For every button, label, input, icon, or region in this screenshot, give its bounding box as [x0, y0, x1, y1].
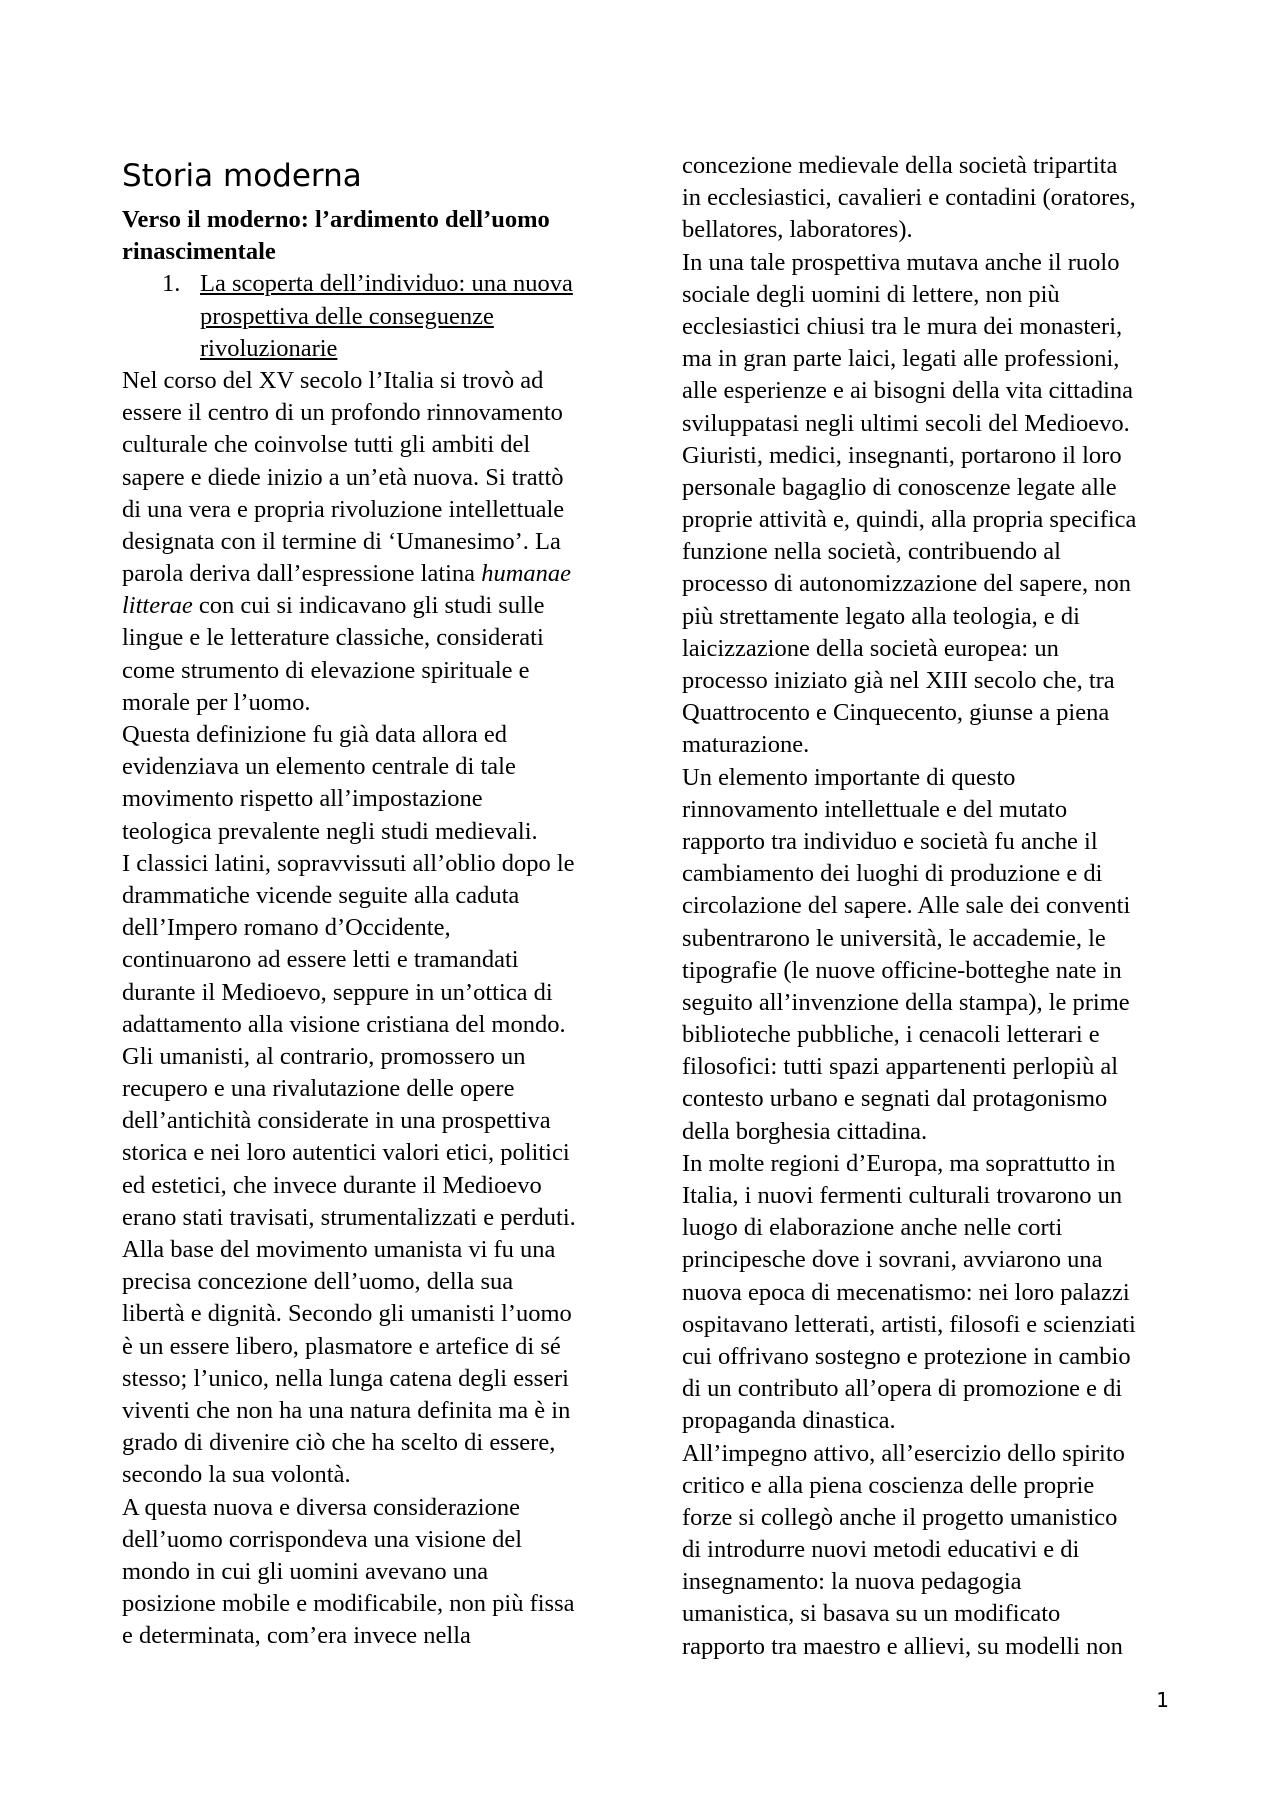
body-text-line: All’impegno attivo, all’esercizio dello spirito [682, 1439, 1125, 1467]
body-text-line: teologica prevalente negli studi medievali. [122, 817, 538, 845]
body-text-line: essere il centro di un profondo rinnovamento [122, 399, 563, 427]
body-text-line: personale bagaglio di conoscenze legate alle [682, 473, 1117, 501]
body-text-line: Un elemento importante di questo [682, 763, 1016, 791]
body-text-line: della borghesia cittadina. [682, 1117, 928, 1145]
body-text-line: funzione nella società, contribuendo al [682, 538, 1061, 566]
subtitle-line: Verso il moderno: l’ardimento dell’uomo [122, 206, 550, 233]
body-text-line: recupero e una rivalutazione delle opere [122, 1075, 515, 1103]
body-text-line: subentrarono le università, le accademie, le [682, 924, 1106, 952]
body-text-line [122, 590, 612, 622]
body-text-line: stesso; l’unico, nella lunga catena degli esseri [122, 1364, 569, 1392]
body-text-line: e determinata, com’era invece nella [122, 1622, 471, 1650]
page-title: Storia moderna [122, 158, 362, 194]
body-text-line: critico e alla piena coscienza delle proprie [682, 1471, 1095, 1499]
body-text-line: lingue e le letterature classiche, considerati [122, 624, 544, 652]
body-text-line: storica e nei loro autentici valori etici, politici [122, 1139, 570, 1167]
body-text-line: Questa definizione fu già data allora ed [122, 721, 508, 748]
page-number: 1 [1156, 1688, 1169, 1712]
body-text-line: designata con il termine di ‘Umanesimo’. La [122, 527, 561, 555]
body-text-line: concezione medievale della società tripartita [682, 152, 1118, 179]
list-heading-line: rivoluzionarie [200, 334, 338, 362]
body-text-line: drammatiche vicende seguite alla caduta [122, 881, 520, 909]
body-text-line: Alla base del movimento umanista vi fu una [122, 1236, 556, 1263]
body-text-line: grado di divenire ciò che ha scelto di essere, [122, 1429, 556, 1457]
body-text-line: continuarono ad essere letti e tramandati [122, 946, 519, 974]
body-text-line: principesche dove i sovrani, avviarono una [682, 1246, 1103, 1274]
body-text-line: evidenziava un elemento centrale di tale [122, 753, 516, 781]
body-text-line: insegnamento: la nuova pedagogia [682, 1568, 1022, 1596]
list-heading-line: La scoperta dell’individuo: una nuova [200, 270, 573, 298]
body-text-line: alle esperienze e ai bisogni della vita cittadina [682, 377, 1134, 405]
body-text-line: In molte regioni d’Europa, ma soprattutto in [682, 1149, 1116, 1177]
body-text-line: biblioteche pubbliche, i cenacoli letterari e [682, 1021, 1100, 1049]
body-text-line: ma in gran parte laici, legati alle professioni, [682, 345, 1120, 373]
body-text-line: circolazione del sapere. Alle sale dei conventi [682, 892, 1131, 920]
body-text-line: di introdurre nuovi metodi educativi e di [682, 1536, 1080, 1564]
body-text-line: dell’Impero romano d’Occidente, [122, 914, 451, 942]
body-text-line: In una tale prospettiva mutava anche il ruolo [682, 248, 1120, 276]
body-text-line: ed estetici, che invece durante il Medioevo [122, 1171, 542, 1199]
body-text-line: in ecclesiastici, cavalieri e contadini (oratores, [682, 184, 1136, 212]
body-text-line: sapere e diede inizio a un’età nuova. Si trattò [122, 463, 564, 491]
section-subtitle [122, 204, 612, 268]
body-text-line: sviluppatasi negli ultimi secoli del Medioevo. [682, 409, 1130, 437]
body-text-line: adattamento alla visione cristiana del mondo. [122, 1010, 566, 1038]
body-text-line: nuova epoca di mecenatismo: nei loro palazzi [682, 1278, 1130, 1306]
body-text-fragment: con cui si indicavano gli studi sulle [192, 592, 545, 620]
body-text-line: Italia, i nuovi fermenti culturali trovarono un [682, 1182, 1123, 1209]
body-text-line: luogo di elaborazione anche nelle corti [682, 1214, 1063, 1242]
body-text-line: tipografie (le nuove officine-botteghe nate in [682, 956, 1122, 984]
body-text-line: contesto urbano e segnati dal protagonismo [682, 1085, 1108, 1113]
body-text-line: erano stati travisati, strumentalizzati e perduti. [122, 1203, 576, 1231]
body-text-line: mondo in cui gli uomini avevano una [122, 1557, 489, 1585]
body-text-line: bellatores, laboratores). [682, 216, 913, 244]
body-text-line: dell’antichità considerate in una prospettiva [122, 1107, 551, 1135]
body-text-line: processo di autonomizzazione del sapere, non [682, 570, 1132, 598]
body-text-line: filosofici: tutti spazi appartenenti perlopiù al [682, 1053, 1119, 1081]
list-heading-line: prospettiva delle conseguenze [200, 302, 494, 330]
body-text-line: di una vera e propria rivoluzione intellettuale [122, 495, 565, 523]
body-text-line: proprie attività e, quindi, alla propria specifica [682, 506, 1137, 534]
body-text-line: come strumento di elevazione spirituale e [122, 656, 530, 684]
body-text-line: forze si collegò anche il progetto umanistico [682, 1503, 1118, 1531]
body-text-line: viventi che non ha una natura definita ma è in [122, 1396, 571, 1424]
body-text-line [122, 558, 612, 590]
italic-term: litterae [122, 592, 193, 620]
body-text-line: cambiamento dei luoghi di produzione e di [682, 860, 1103, 888]
body-text-line: libertà e dignità. Secondo gli umanisti l’uomo [122, 1300, 572, 1328]
numbered-heading [122, 268, 612, 365]
left-column [122, 150, 612, 1652]
body-text-line: di un contributo all’opera di promozione e di [682, 1375, 1123, 1403]
body-text-line: morale per l’uomo. [122, 688, 311, 716]
body-text-line: più strettamente legato alla teologia, e di [682, 602, 1080, 630]
body-text-line: dell’uomo corrispondeva una visione del [122, 1525, 523, 1553]
body-text-line: posizione mobile e modificabile, non più fissa [122, 1590, 575, 1618]
body-text-line: secondo la sua volontà. [122, 1461, 351, 1489]
subtitle-line: rinascimentale [122, 238, 276, 266]
body-text-fragment: parola deriva dall’espressione latina [122, 560, 482, 588]
body-text-line: rapporto tra individuo e società fu anche il [682, 827, 1098, 855]
body-text-line: umanistica, si basava su un modificato [682, 1600, 1061, 1628]
body-text-line: ecclesiastici chiusi tra le mura dei monasteri, [682, 312, 1123, 340]
body-text-line: propaganda dinastica. [682, 1407, 896, 1435]
body-text-line: Giuristi, medici, insegnanti, portarono il loro [682, 441, 1122, 469]
italic-term: humanae [481, 560, 572, 588]
body-text-line: Nel corso del XV secolo l’Italia si trovò ad [122, 366, 544, 394]
body-text-line: I classici latini, sopravvissuti all’oblio dopo le [122, 849, 575, 877]
body-text-line: processo iniziato già nel XIII secolo che, tra [682, 667, 1115, 694]
body-text-line: Quattrocento e Cinquecento, giunse a piena [682, 699, 1110, 727]
body-text-line: movimento rispetto all’impostazione [122, 785, 483, 813]
body-text-line: è un essere libero, plasmatore e artefice di sé [122, 1332, 561, 1360]
right-column [682, 150, 1172, 1663]
body-text-line: seguito all’invenzione della stampa), le prime [682, 988, 1130, 1016]
body-text-line: precisa concezione dell’uomo, della sua [122, 1268, 514, 1296]
body-text-line: rinnovamento intellettuale e del mutato [682, 795, 1068, 823]
body-text-line: A questa nuova e diversa considerazione [122, 1493, 520, 1521]
body-text-line: Gli umanisti, al contrario, promossero un [122, 1042, 526, 1070]
body-text-line: ospitavano letterati, artisti, filosofi e scienziati [682, 1310, 1136, 1338]
body-text-line: maturazione. [682, 731, 810, 759]
body-text-line: cui offrivano sostegno e protezione in cambio [682, 1342, 1131, 1370]
body-text-line: laicizzazione della società europea: un [682, 634, 1059, 662]
body-text-line: rapporto tra maestro e allievi, su modelli non [682, 1632, 1123, 1660]
left-body-text [122, 365, 612, 1653]
list-number: 1. [162, 270, 181, 298]
body-text-line: durante il Medioevo, seppure in un’ottica di [122, 978, 553, 1006]
body-text-line: culturale che coinvolse tutti gli ambiti del [122, 431, 531, 459]
body-text-line: sociale degli uomini di lettere, non più [682, 280, 1060, 308]
